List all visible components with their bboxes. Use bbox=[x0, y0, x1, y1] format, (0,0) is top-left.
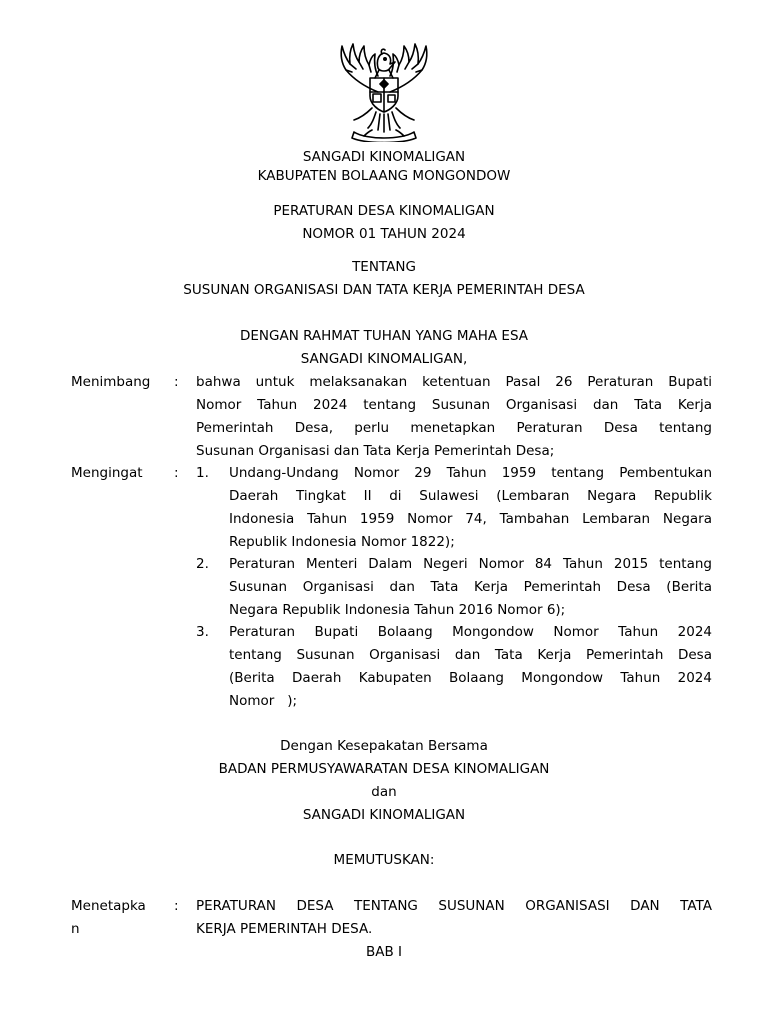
agreement-body: BADAN PERMUSYAWARATAN DESA KINOMALIGAN bbox=[218, 761, 550, 777]
list-item bbox=[229, 621, 712, 713]
mengingat-label: Mengingat bbox=[71, 465, 143, 481]
menimbang-colon: : bbox=[174, 374, 179, 390]
list-item-number: 2. bbox=[196, 556, 209, 572]
text-line: Susunan Organisasi dan Tata Kerja Pemerintah Desa; bbox=[196, 443, 555, 459]
text-line: Nomor Tahun 2024 tentang Susunan Organisasi dan Tata Kerja bbox=[196, 397, 712, 413]
regency-title: KABUPATEN BOLAANG MONGONDOW bbox=[257, 168, 511, 184]
text-line: Nomor ); bbox=[229, 693, 298, 709]
chapter-heading: BAB I bbox=[365, 944, 403, 960]
menetapkan-text bbox=[196, 895, 712, 941]
text-line: Daerah Tingkat II di Sulawesi (Lembaran Negara Republik bbox=[229, 488, 712, 504]
text-line: Republik Indonesia Nomor 1822); bbox=[229, 534, 455, 550]
text-line: Indonesia Tahun 1959 Nomor 74, Tambahan Lembaran Negara bbox=[229, 511, 712, 527]
menetapkan-label bbox=[71, 895, 146, 941]
agreement-line: Dengan Kesepakatan Bersama bbox=[280, 738, 488, 754]
decision-heading: MEMUTUSKAN: bbox=[333, 852, 435, 868]
regulation-number: NOMOR 01 TAHUN 2024 bbox=[302, 226, 466, 242]
agreement-party: SANGADI KINOMALIGAN bbox=[302, 807, 466, 823]
text-line: Negara Republik Indonesia Tahun 2016 Nomor 6); bbox=[229, 602, 566, 618]
text-line: Pemerintah Desa, perlu menetapkan Peraturan Desa tentang bbox=[196, 420, 712, 436]
agreement-conjunction: dan bbox=[371, 784, 397, 800]
regulation-title: PERATURAN DESA KINOMALIGAN bbox=[273, 203, 495, 219]
text-line: PERATURAN DESA TENTANG SUSUNAN ORGANISASI DAN TATA bbox=[196, 898, 712, 914]
garuda-emblem-icon bbox=[332, 42, 436, 142]
menimbang-text bbox=[196, 371, 712, 463]
text-line: Susunan Organisasi dan Tata Kerja Pemerintah Desa (Berita bbox=[229, 579, 712, 595]
list-item bbox=[229, 462, 712, 554]
list-item bbox=[229, 553, 712, 622]
label-line: n bbox=[71, 921, 80, 937]
text-line: KERJA PEMERINTAH DESA. bbox=[196, 921, 373, 937]
text-line: Peraturan Menteri Dalam Negeri Nomor 84 Tahun 2015 tentang bbox=[229, 556, 712, 572]
menetapkan-colon: : bbox=[174, 898, 179, 914]
text-line: Peraturan Bupati Bolaang Mongondow Nomor Tahun 2024 bbox=[229, 624, 712, 640]
list-item-number: 1. bbox=[196, 465, 209, 481]
text-line: Undang-Undang Nomor 29 Tahun 1959 tentang Pembentukan bbox=[229, 465, 712, 481]
blessing-line: DENGAN RAHMAT TUHAN YANG MAHA ESA bbox=[239, 328, 529, 344]
text-line: (Berita Daerah Kabupaten Bolaang Mongondow Tahun 2024 bbox=[229, 670, 712, 686]
issuer-title: SANGADI KINOMALIGAN bbox=[302, 149, 466, 165]
list-item-number: 3. bbox=[196, 624, 209, 640]
text-line: tentang Susunan Organisasi dan Tata Kerja Pemerintah Desa bbox=[229, 647, 712, 663]
about-heading: TENTANG bbox=[352, 259, 416, 275]
text-line: bahwa untuk melaksanakan ketentuan Pasal 26 Peraturan Bupati bbox=[196, 374, 712, 390]
label-line: Menetapka bbox=[71, 898, 146, 914]
menimbang-label: Menimbang bbox=[71, 374, 151, 390]
authority-line: SANGADI KINOMALIGAN, bbox=[300, 351, 468, 367]
regulation-subject: SUSUNAN ORGANISASI DAN TATA KERJA PEMERINTAH DESA bbox=[183, 282, 585, 298]
mengingat-colon: : bbox=[174, 465, 179, 481]
